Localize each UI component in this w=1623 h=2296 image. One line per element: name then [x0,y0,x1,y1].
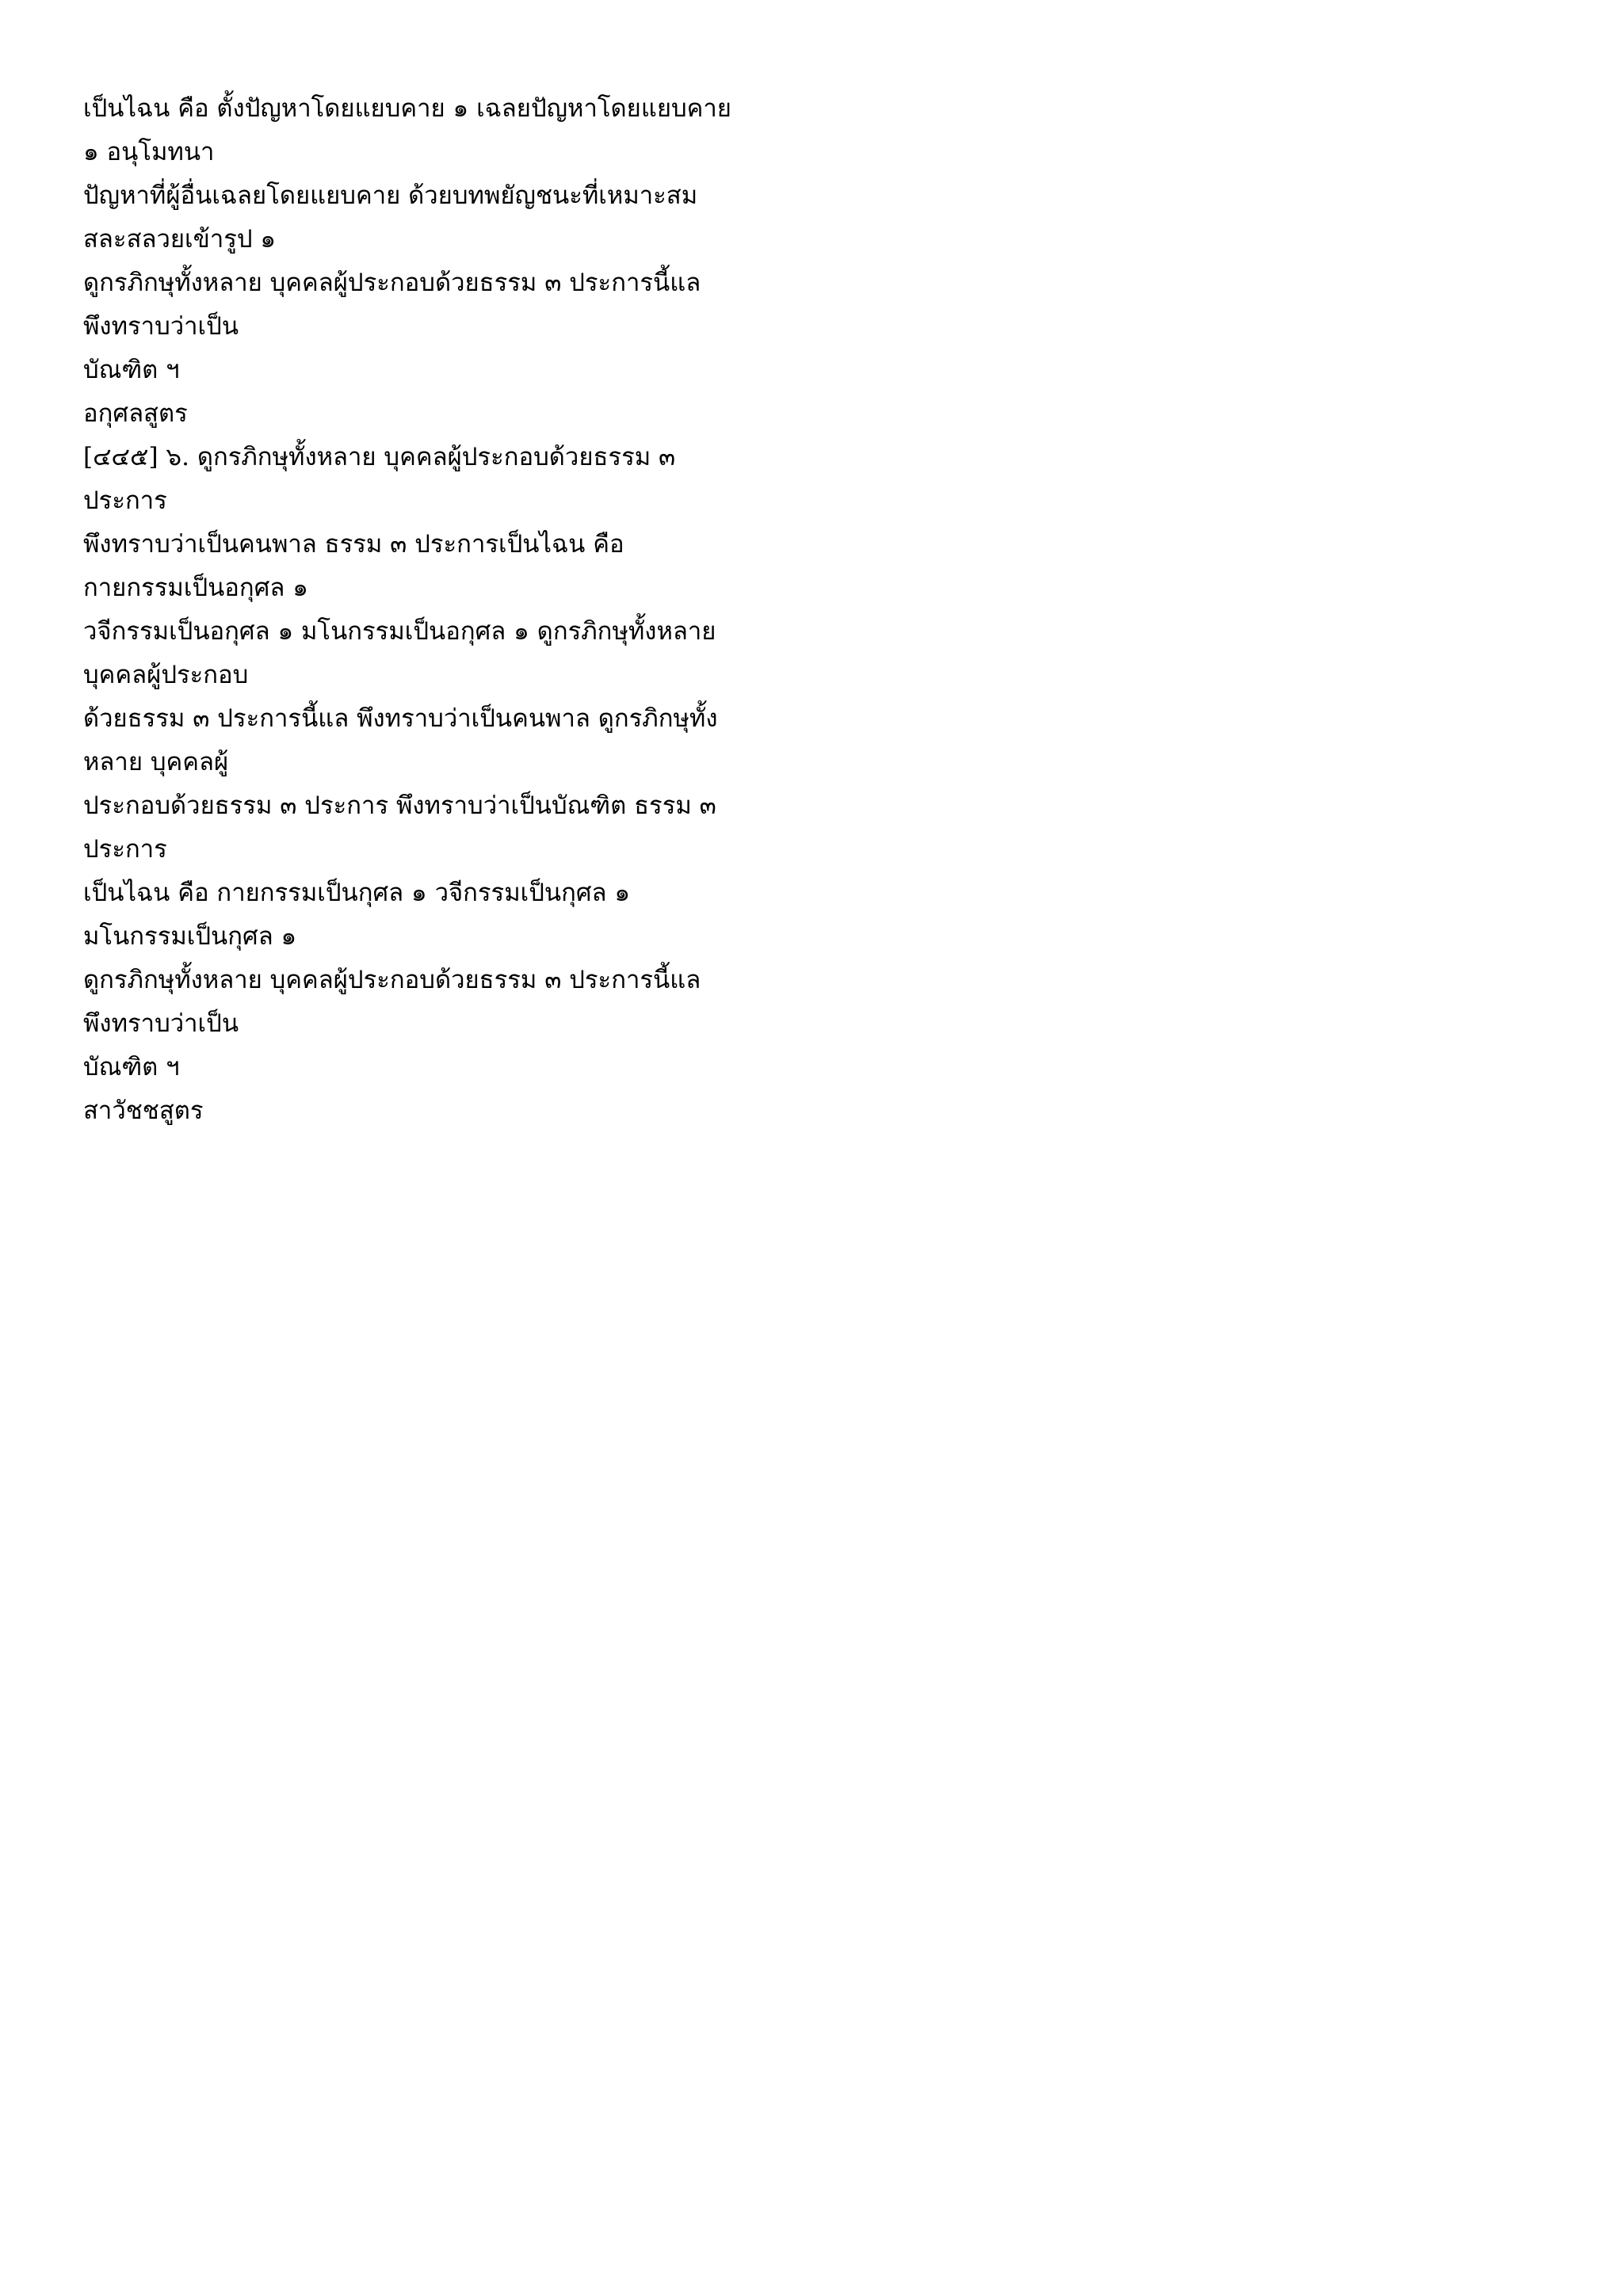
text-line: พึงทราบว่าเป็น [83,1009,239,1038]
text-line: ประการ [83,486,167,515]
text-line: [๔๔๕] ๖. ดูกรภิกษุทั้งหลาย บุคคลผู้ประกอบด้วยธรรม ๓ [83,443,676,471]
text-line: พึงทราบว่าเป็น [83,312,239,341]
text-line: ด้วยธรรม ๓ ประการนี้แล พึงทราบว่าเป็นคนพาล ดูกรภิกษุทั้ง [83,704,718,733]
text-line: ๑ อนุโมทนา [83,138,215,166]
text-line: ประกอบด้วยธรรม ๓ ประการ พึงทราบว่าเป็นบัณฑิต ธรรม ๓ [83,791,716,820]
text-line: ดูกรภิกษุทั้งหลาย บุคคลผู้ประกอบด้วยธรรม ๓ ประการนี้แล [83,966,701,994]
document-page [0,0,873,1236]
text-line: บุคคลผู้ประกอบ [83,661,249,689]
text-line: หลาย บุคคลผู้ [83,748,229,776]
text-line: เป็นไฉน คือ ตั้งปัญหาโดยแยบคาย ๑ เฉลยปัญหาโดยแยบคาย [83,94,731,123]
text-line: บัณฑิต ฯ [83,1053,180,1081]
text-line: เป็นไฉน คือ กายกรรมเป็นกุศล ๑ วจีกรรมเป็นกุศล ๑ [83,879,631,907]
section-heading: สาวัชชสูตร [83,1097,204,1125]
text-line: บัณฑิต ฯ [83,356,180,384]
text-line: กายกรรมเป็นอกุศล ๑ [83,574,308,602]
text-line: วจีกรรมเป็นอกุศล ๑ มโนกรรมเป็นอกุศล ๑ ดูกรภิกษุทั้งหลาย [83,617,716,646]
text-line: พึงทราบว่าเป็นคนพาล ธรรม ๓ ประการเป็นไฉน คือ [83,530,624,559]
text-line: ประการ [83,835,167,864]
section-heading: อกุศลสูตร [83,399,188,428]
text-line: มโนกรรมเป็นกุศล ๑ [83,922,297,951]
text-line: ปัญหาที่ผู้อื่นเฉลยโดยแยบคาย ด้วยบทพยัญชนะที่เหมาะสม [83,181,698,210]
text-line: ดูกรภิกษุทั้งหลาย บุคคลผู้ประกอบด้วยธรรม ๓ ประการนี้แล [83,269,701,297]
text-line: สละสลวยเข้ารูป ๑ [83,225,277,254]
